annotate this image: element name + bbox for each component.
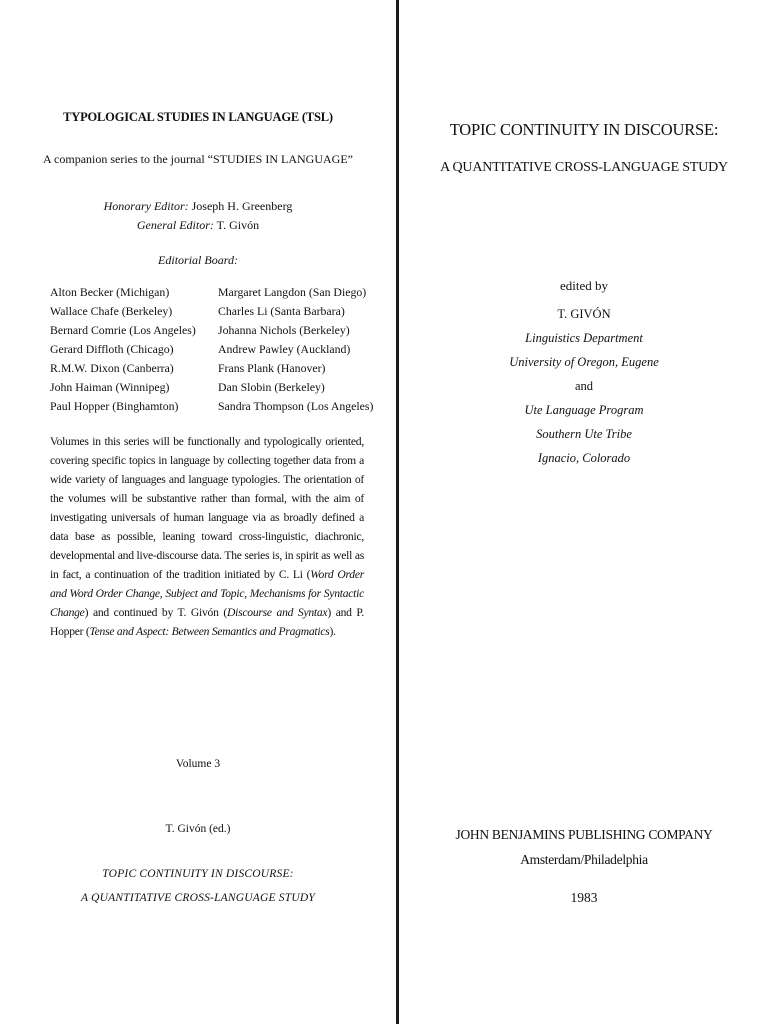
general-editor bbox=[0, 216, 396, 235]
companion-line: A companion series to the journal “STUDIES IN LANGUAGE” bbox=[43, 152, 353, 166]
honorary-editor-label: Honorary Editor: bbox=[103, 199, 189, 213]
board-member: John Haiman (Winnipeg) bbox=[50, 380, 170, 394]
book-subtitle: A QUANTITATIVE CROSS-LANGUAGE STUDY bbox=[440, 160, 728, 175]
volume-title-line-2: A QUANTITATIVE CROSS-LANGUAGE STUDY bbox=[81, 892, 315, 904]
volume-editor: T. Givón (ed.) bbox=[165, 823, 231, 835]
description-italic-1: Word Order and Word Order Change, Subject and Topic, Mechanisms for Syntactic Change bbox=[50, 568, 365, 619]
description-italic-2: Discourse and Syntax bbox=[227, 606, 328, 619]
board-member: Paul Hopper (Binghamton) bbox=[50, 399, 179, 413]
description-italic-3: Tense and Aspect: Between Semantics and Pragmatics bbox=[89, 625, 330, 638]
board-member: Wallace Chafe (Berkeley) bbox=[50, 304, 173, 318]
editorial-board-title: Editorial Board: bbox=[158, 253, 238, 267]
volume-title bbox=[0, 862, 396, 910]
general-editor-name: T. Givón bbox=[216, 218, 260, 232]
affiliation-line: Ute Language Program bbox=[524, 403, 644, 417]
affiliation-line: University of Oregon, Eugene bbox=[509, 355, 659, 369]
publisher-city: Amsterdam/Philadelphia bbox=[520, 852, 648, 867]
editor-affiliations bbox=[400, 302, 768, 470]
publisher-block bbox=[400, 822, 768, 872]
description-text-1: Volumes in this series will be functionally and typologically oriented, covering specific topics in language by collecting together data from a wide variety of languages and language typologies. The orientation of the volumes will be substantive rather than formal, with the aim of investigating universals of human language via as broadly defined a data base as possible, leaning toward cross-linguistic, diachronic, developmental and live-discourse data. The series is, in spirit as well as in fact, a continuation of the tradition initiated by C. Li ( bbox=[50, 435, 364, 581]
page-gutter bbox=[396, 0, 399, 1024]
affiliation-line: Ignacio, Colorado bbox=[537, 451, 631, 465]
honorary-editor bbox=[0, 197, 396, 216]
board-member: Gerard Diffloth (Chicago) bbox=[50, 342, 174, 356]
description-text-4: ). bbox=[329, 625, 336, 638]
edited-by: edited by bbox=[559, 278, 608, 293]
series-title: TYPOLOGICAL STUDIES IN LANGUAGE (TSL) bbox=[63, 110, 333, 124]
affiliation-line: Southern Ute Tribe bbox=[536, 427, 632, 441]
board-member: Sandra Thompson (Los Angeles) bbox=[218, 399, 374, 413]
board-member: Johanna Nichols (Berkeley) bbox=[218, 323, 350, 337]
publication-year: 1983 bbox=[570, 890, 598, 905]
editorial-board-right bbox=[218, 283, 373, 416]
volume-number: Volume 3 bbox=[175, 758, 221, 770]
series-description bbox=[50, 432, 364, 641]
honorary-editor-name: Joseph H. Greenberg bbox=[191, 199, 293, 213]
book-title: TOPIC CONTINUITY IN DISCOURSE: bbox=[449, 120, 719, 139]
description-text-3: ) and P. Hopper ( bbox=[50, 606, 364, 638]
affiliation-line: Linguistics Department bbox=[525, 331, 643, 345]
affiliation-and: and bbox=[574, 379, 594, 393]
volume-title-line-1: TOPIC CONTINUITY IN DISCOURSE: bbox=[102, 868, 294, 880]
description-text-2: ) and continued by T. Givón ( bbox=[84, 606, 228, 619]
board-member: Dan Slobin (Berkeley) bbox=[218, 380, 325, 394]
board-member: Margaret Langdon (San Diego) bbox=[218, 285, 367, 299]
right-page bbox=[400, 0, 768, 1024]
board-member: Charles Li (Santa Barbara) bbox=[218, 304, 345, 318]
board-member: Bernard Comrie (Los Angeles) bbox=[50, 323, 196, 337]
publisher-name: JOHN BENJAMINS PUBLISHING COMPANY bbox=[455, 827, 713, 842]
general-editor-label: General Editor: bbox=[136, 218, 214, 232]
board-member: Frans Plank (Hanover) bbox=[218, 361, 326, 375]
editor-name: T. GIVÓN bbox=[557, 307, 611, 321]
board-member: R.M.W. Dixon (Canberra) bbox=[50, 361, 174, 375]
editorial-board-left bbox=[50, 283, 196, 416]
board-member: Alton Becker (Michigan) bbox=[50, 285, 170, 299]
series-editors bbox=[0, 197, 396, 235]
board-member: Andrew Pawley (Auckland) bbox=[218, 342, 351, 356]
